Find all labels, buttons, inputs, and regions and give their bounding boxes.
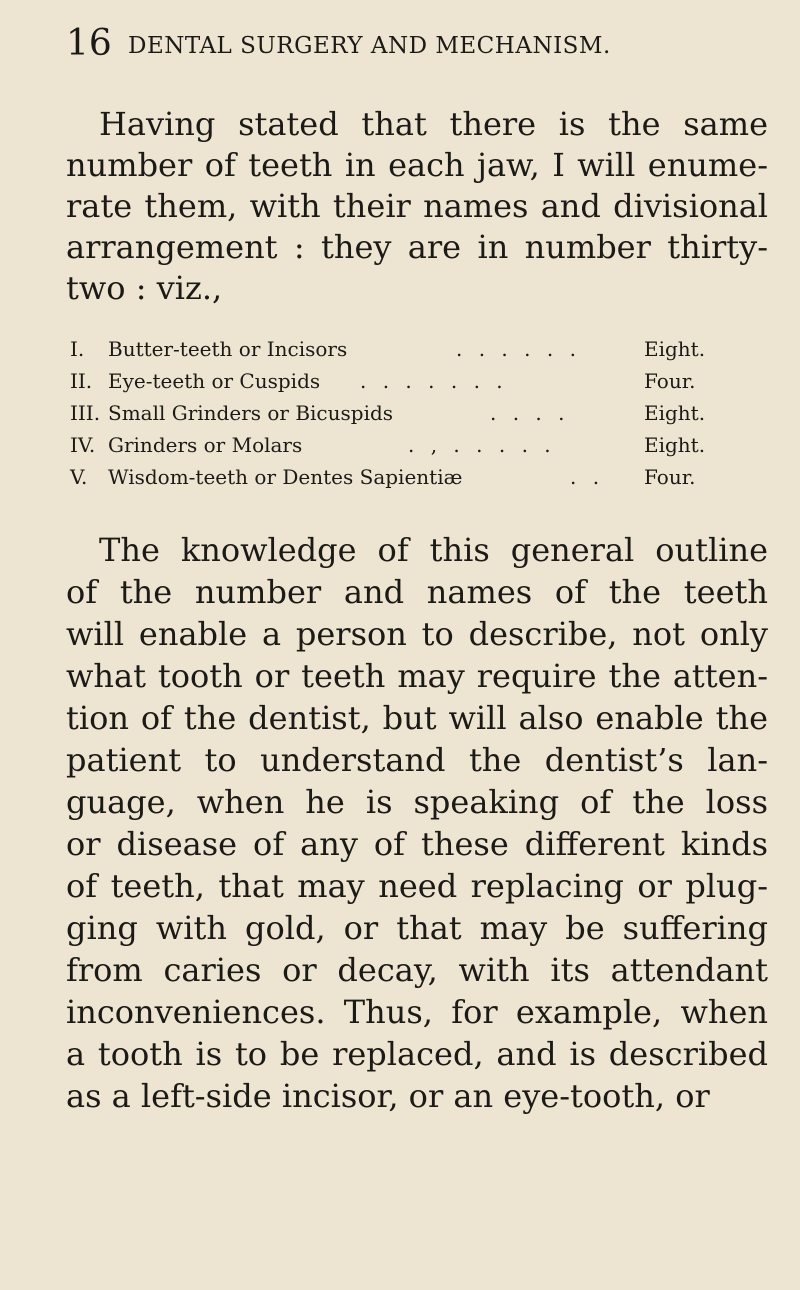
intro-line: Having stated that there is the same bbox=[99, 105, 768, 143]
dot-leader: . . . . . . . bbox=[360, 369, 508, 393]
intro-line: two : viz., bbox=[66, 269, 223, 307]
tooth-class-name: Grinders or Molars bbox=[108, 433, 303, 457]
body-line: inconveniences. Thus, for example, when bbox=[66, 993, 768, 1031]
body-line: of the number and names of the teeth bbox=[66, 573, 768, 611]
row-numeral: V. bbox=[70, 465, 88, 489]
body-line: of teeth, that may need replacing or plug- bbox=[66, 867, 768, 905]
page-number: 16 bbox=[66, 23, 112, 64]
table-row bbox=[70, 334, 770, 366]
body-line: a tooth is to be replaced, and is described bbox=[66, 1035, 768, 1073]
intro-line: number of teeth in each jaw, I will enume- bbox=[66, 146, 768, 184]
tooth-class-name: Eye-teeth or Cuspids bbox=[108, 369, 321, 393]
running-title: DENTAL SURGERY AND MECHANISM. bbox=[128, 33, 611, 59]
body-line: from caries or decay, with its attendant bbox=[66, 951, 768, 989]
tooth-count: Four. bbox=[644, 465, 696, 489]
tooth-count: Eight. bbox=[644, 401, 706, 425]
intro-line: arrangement : they are in number thirty- bbox=[66, 228, 768, 266]
body-line: ging with gold, or that may be suffering bbox=[66, 909, 768, 947]
row-numeral: III. bbox=[70, 401, 101, 425]
dot-leader: . . . . . . bbox=[456, 337, 581, 361]
row-numeral: II. bbox=[70, 369, 93, 393]
tooth-class-name: Small Grinders or Bicuspids bbox=[108, 401, 394, 425]
dot-leader: . , . . . . . bbox=[408, 433, 556, 457]
tooth-class-name: Butter-teeth or Incisors bbox=[108, 337, 348, 361]
body-line: patient to understand the dentist’s lan- bbox=[66, 741, 768, 779]
table-row bbox=[70, 398, 770, 430]
tooth-count: Eight. bbox=[644, 433, 706, 457]
dot-leader: . . . . bbox=[490, 401, 570, 425]
intro-line: rate them, with their names and divisional bbox=[66, 187, 768, 225]
body-line: tion of the dentist, but will also enable the bbox=[66, 699, 768, 737]
table-row bbox=[70, 366, 770, 398]
table-row bbox=[70, 430, 770, 462]
body-line: will enable a person to describe, not only bbox=[66, 615, 768, 653]
tooth-count: Eight. bbox=[644, 337, 706, 361]
tooth-class-name: Wisdom-teeth or Dentes Sapientiæ bbox=[108, 465, 463, 489]
body-line: as a left-side incisor, or an eye-tooth, or bbox=[66, 1077, 710, 1115]
teeth-classification-table bbox=[70, 334, 770, 494]
body-line: what tooth or teeth may require the atten- bbox=[66, 657, 768, 695]
body-line: The knowledge of this general outline bbox=[99, 531, 768, 569]
body-line: or disease of any of these different kinds bbox=[66, 825, 768, 863]
running-head bbox=[66, 22, 766, 66]
body-line: guage, when he is speaking of the loss bbox=[66, 783, 768, 821]
table-row bbox=[70, 462, 770, 494]
tooth-count: Four. bbox=[644, 369, 696, 393]
dot-leader: . . bbox=[570, 465, 605, 489]
row-numeral: I. bbox=[70, 337, 85, 361]
row-numeral: IV. bbox=[70, 433, 96, 457]
